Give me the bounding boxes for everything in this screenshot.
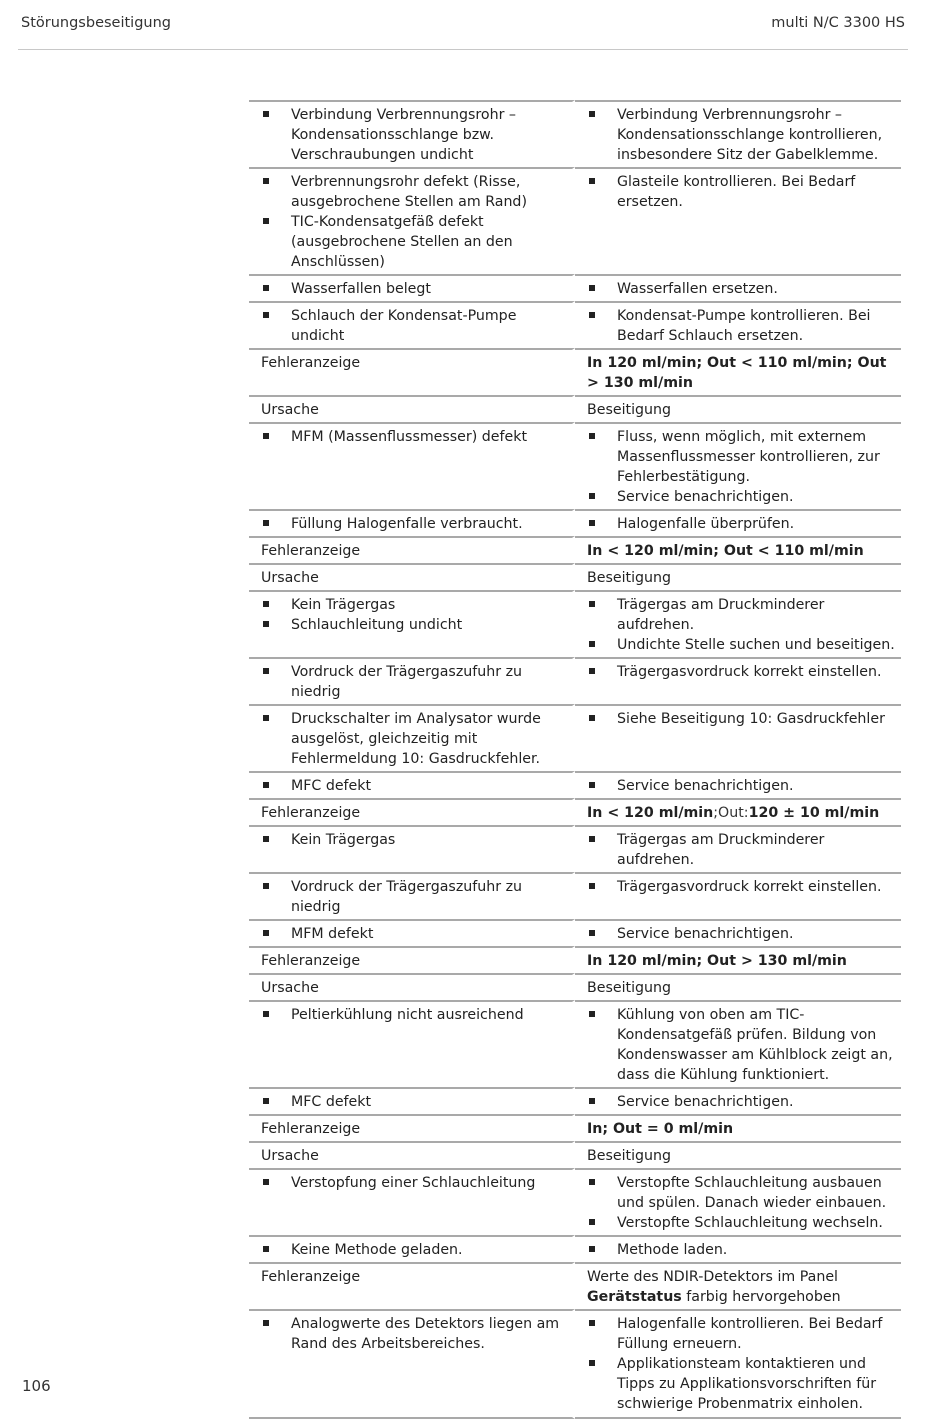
- remedy-item: Fluss, wenn möglich, mit externem Massenflussmesser kontrollieren, zur Fehlerbestätigung.: [587, 427, 897, 487]
- table-row: [249, 1168, 901, 1235]
- table-row: [249, 1087, 901, 1114]
- remedy-list: [587, 709, 897, 729]
- troubleshooting-table: [249, 100, 901, 1419]
- cause-item: Kein Trägergas: [261, 830, 568, 850]
- cause-item: Füllung Halogenfalle verbraucht.: [261, 514, 568, 534]
- cause-cell: [249, 657, 575, 704]
- fault-text: Werte des NDIR-Detektors im Panel: [587, 1269, 839, 1285]
- fault-code-separator: ;Out:: [713, 805, 749, 821]
- cause-item: Verstopfung einer Schlauchleitung: [261, 1173, 568, 1193]
- cause-item: Vordruck der Trägergaszufuhr zu niedrig: [261, 877, 568, 917]
- fault-panel-name: Gerätstatus: [587, 1289, 682, 1305]
- section-title: Störungsbeseitigung: [21, 15, 171, 31]
- cause-list: [261, 924, 568, 944]
- cause-item: MFM defekt: [261, 924, 568, 944]
- remedy-list: [587, 1240, 897, 1260]
- remedy-item: Siehe Beseitigung 10: Gasdruckfehler: [587, 709, 897, 729]
- remedy-cell: [575, 274, 901, 301]
- cause-list: [261, 662, 568, 702]
- fault-display-row: [249, 946, 901, 973]
- cause-cell: [249, 167, 575, 274]
- cause-list: [261, 1314, 568, 1354]
- table-row: [249, 872, 901, 919]
- remedy-cell: [575, 872, 901, 919]
- cause-list: [261, 427, 568, 447]
- remedy-item: Verstopfte Schlauchleitung wechseln.: [587, 1213, 897, 1233]
- remedy-list: [587, 830, 897, 870]
- remedy-item: Trägergasvordruck korrekt einstellen.: [587, 877, 897, 897]
- remedy-cell: [575, 919, 901, 946]
- fault-display-row: [249, 348, 901, 395]
- cause-list: [261, 830, 568, 850]
- remedy-item: Trägergas am Druckminderer aufdrehen.: [587, 595, 897, 635]
- cause-cell: [249, 1087, 575, 1114]
- fault-display-row-label: Fehleranzeige: [249, 348, 575, 395]
- remedy-cell: [575, 704, 901, 771]
- table-row: [249, 301, 901, 348]
- cause-item: Keine Methode geladen.: [261, 1240, 568, 1260]
- fault-code: In 120 ml/min; Out < 110 ml/min; Out > 130 ml/min: [587, 355, 887, 391]
- table-row: [249, 704, 901, 771]
- remedy-item: Undichte Stelle suchen und beseitigen.: [587, 635, 897, 655]
- cause-cell: [249, 509, 575, 536]
- remedy-cell: [575, 1309, 901, 1419]
- table-row: [249, 100, 901, 167]
- table-row: [249, 1000, 901, 1087]
- remedy-list: [587, 306, 897, 346]
- table-row: [249, 825, 901, 872]
- cause-cell: [249, 1235, 575, 1262]
- remedy-cell: [575, 657, 901, 704]
- table-row: [249, 167, 901, 274]
- fault-display-row-label: Fehleranzeige: [249, 536, 575, 563]
- remedy-list: [587, 1092, 897, 1112]
- cause-item: Peltierkühlung nicht ausreichend: [261, 1005, 568, 1025]
- remedy-item: Kondensat-Pumpe kontrollieren. Bei Bedarf Schlauch ersetzen.: [587, 306, 897, 346]
- remedy-item: Halogenfalle kontrollieren. Bei Bedarf Füllung erneuern.: [587, 1314, 897, 1354]
- remedy-list: [587, 1314, 897, 1414]
- remedy-item: Service benachrichtigen.: [587, 487, 897, 507]
- fault-code: In 120 ml/min; Out > 130 ml/min: [587, 953, 847, 969]
- remedy-list: [587, 924, 897, 944]
- remedy-cell: [575, 1000, 901, 1087]
- cause-cell: [249, 825, 575, 872]
- remedy-cell: [575, 590, 901, 657]
- column-header-row: [249, 1141, 901, 1168]
- cause-list: [261, 1173, 568, 1193]
- cause-item: Kein Trägergas: [261, 595, 568, 615]
- cause-cell: [249, 1309, 575, 1419]
- cause-list: [261, 595, 568, 635]
- cause-list: [261, 709, 568, 769]
- table-row: [249, 771, 901, 798]
- remedy-cell: [575, 825, 901, 872]
- remedy-list: [587, 1005, 897, 1085]
- column-header-row-value: Beseitigung: [575, 395, 901, 422]
- cause-list: [261, 105, 568, 165]
- cause-item: Wasserfallen belegt: [261, 279, 568, 299]
- remedy-list: [587, 279, 897, 299]
- remedy-item: Halogenfalle überprüfen.: [587, 514, 897, 534]
- remedy-cell: [575, 301, 901, 348]
- remedy-list: [587, 427, 897, 507]
- fault-code-out: 120 ± 10 ml/min: [748, 805, 880, 821]
- cause-list: [261, 877, 568, 917]
- page-number: 106: [22, 1377, 51, 1395]
- cause-list: [261, 279, 568, 299]
- remedy-item: Trägergasvordruck korrekt einstellen.: [587, 662, 897, 682]
- fault-display-row-label: Fehleranzeige: [249, 798, 575, 825]
- remedy-item: Wasserfallen ersetzen.: [587, 279, 897, 299]
- column-header-row-value: Beseitigung: [575, 1141, 901, 1168]
- cause-item: MFC defekt: [261, 1092, 568, 1112]
- remedy-list: [587, 514, 897, 534]
- column-header-row-value: Beseitigung: [575, 563, 901, 590]
- troubleshooting-table-body: [249, 100, 901, 1419]
- table-row: [249, 590, 901, 657]
- table-row: [249, 657, 901, 704]
- fault-display-row-label: Fehleranzeige: [249, 1114, 575, 1141]
- fault-display-row-value: [575, 348, 901, 395]
- fault-code: In < 120 ml/min; Out < 110 ml/min: [587, 543, 864, 559]
- remedy-item: Service benachrichtigen.: [587, 776, 897, 796]
- remedy-list: [587, 776, 897, 796]
- fault-display-row-value: [575, 946, 901, 973]
- remedy-item: Trägergas am Druckminderer aufdrehen.: [587, 830, 897, 870]
- remedy-cell: [575, 1168, 901, 1235]
- remedy-cell: [575, 1235, 901, 1262]
- remedy-cell: [575, 1087, 901, 1114]
- column-header-row-label: Ursache: [249, 563, 575, 590]
- cause-item: Schlauch der Kondensat-Pumpe undicht: [261, 306, 568, 346]
- cause-list: [261, 776, 568, 796]
- remedy-list: [587, 595, 897, 655]
- cause-list: [261, 172, 568, 272]
- cause-item: Vordruck der Trägergaszufuhr zu niedrig: [261, 662, 568, 702]
- cause-list: [261, 1092, 568, 1112]
- column-header-row-label: Ursache: [249, 973, 575, 1000]
- cause-cell: [249, 274, 575, 301]
- table-row: [249, 509, 901, 536]
- table-row: [249, 274, 901, 301]
- column-header-row: [249, 973, 901, 1000]
- column-header-row-label: Ursache: [249, 1141, 575, 1168]
- cause-item: Schlauchleitung undicht: [261, 615, 568, 635]
- remedy-item: Service benachrichtigen.: [587, 924, 897, 944]
- remedy-cell: [575, 422, 901, 509]
- remedy-item: Service benachrichtigen.: [587, 1092, 897, 1112]
- table-row: [249, 422, 901, 509]
- cause-item: MFM (Massenflussmesser) defekt: [261, 427, 568, 447]
- table-row: [249, 1235, 901, 1262]
- remedy-list: [587, 877, 897, 897]
- cause-cell: [249, 1168, 575, 1235]
- cause-item: Verbindung Verbrennungsrohr – Kondensationsschlange bzw. Verschraubungen undicht: [261, 105, 568, 165]
- fault-display-row-value: [575, 536, 901, 563]
- cause-list: [261, 514, 568, 534]
- cause-item: Druckschalter im Analysator wurde ausgelöst, gleichzeitig mit Fehlermeldung 10: Gasdruckfehler.: [261, 709, 568, 769]
- remedy-item: Kühlung von oben am TIC-Kondensatgefäß prüfen. Bildung von Kondenswasser am Kühlblock zeigt an, dass die Kühlung funktioniert.: [587, 1005, 897, 1085]
- cause-item: TIC-Kondensatgefäß defekt (ausgebrochene Stellen an den Anschlüssen): [261, 212, 568, 272]
- table-row: [249, 1309, 901, 1419]
- cause-list: [261, 1005, 568, 1025]
- fault-code: In; Out = 0 ml/min: [587, 1121, 734, 1137]
- fault-code-in: In < 120 ml/min: [587, 805, 714, 821]
- cause-cell: [249, 872, 575, 919]
- remedy-list: [587, 105, 897, 165]
- remedy-list: [587, 662, 897, 682]
- cause-cell: [249, 422, 575, 509]
- fault-display-row-value: [575, 1114, 901, 1141]
- cause-list: [261, 306, 568, 346]
- cause-item: MFC defekt: [261, 776, 568, 796]
- remedy-item: Applikationsteam kontaktieren und Tipps zu Applikationsvorschriften für schwierige Probenmatrix einholen.: [587, 1354, 897, 1414]
- remedy-list: [587, 1173, 897, 1233]
- column-header-row-label: Ursache: [249, 395, 575, 422]
- fault-display-row-label: Fehleranzeige: [249, 946, 575, 973]
- remedy-item: Glasteile kontrollieren. Bei Bedarf ersetzen.: [587, 172, 897, 212]
- fault-display-row: [249, 798, 901, 825]
- page-header: [21, 15, 905, 31]
- cause-cell: [249, 1000, 575, 1087]
- header-divider: [18, 49, 908, 50]
- fault-display-row-value: [575, 798, 901, 825]
- remedy-cell: [575, 509, 901, 536]
- cause-cell: [249, 100, 575, 167]
- fault-display-row-value: [575, 1262, 901, 1309]
- remedy-list: [587, 172, 897, 212]
- remedy-cell: [575, 100, 901, 167]
- fault-display-row: [249, 1262, 901, 1309]
- column-header-row: [249, 563, 901, 590]
- cause-cell: [249, 919, 575, 946]
- cause-cell: [249, 704, 575, 771]
- column-header-row-value: Beseitigung: [575, 973, 901, 1000]
- cause-cell: [249, 301, 575, 348]
- table-row: [249, 919, 901, 946]
- cause-cell: [249, 771, 575, 798]
- remedy-cell: [575, 167, 901, 274]
- cause-item: Verbrennungsrohr defekt (Risse, ausgebrochene Stellen am Rand): [261, 172, 568, 212]
- remedy-item: Verbindung Verbrennungsrohr – Kondensationsschlange kontrollieren, insbesondere Sitz der Gabelklemme.: [587, 105, 897, 165]
- remedy-item: Methode laden.: [587, 1240, 897, 1260]
- remedy-item: Verstopfte Schlauchleitung ausbauen und spülen. Danach wieder einbauen.: [587, 1173, 897, 1213]
- fault-display-row: [249, 536, 901, 563]
- product-name: multi N/C 3300 HS: [771, 15, 905, 31]
- cause-list: [261, 1240, 568, 1260]
- remedy-cell: [575, 771, 901, 798]
- fault-text-end: farbig hervorgehoben: [681, 1289, 841, 1305]
- fault-display-row: [249, 1114, 901, 1141]
- fault-display-row-label: Fehleranzeige: [249, 1262, 575, 1309]
- cause-cell: [249, 590, 575, 657]
- cause-item: Analogwerte des Detektors liegen am Rand des Arbeitsbereiches.: [261, 1314, 568, 1354]
- column-header-row: [249, 395, 901, 422]
